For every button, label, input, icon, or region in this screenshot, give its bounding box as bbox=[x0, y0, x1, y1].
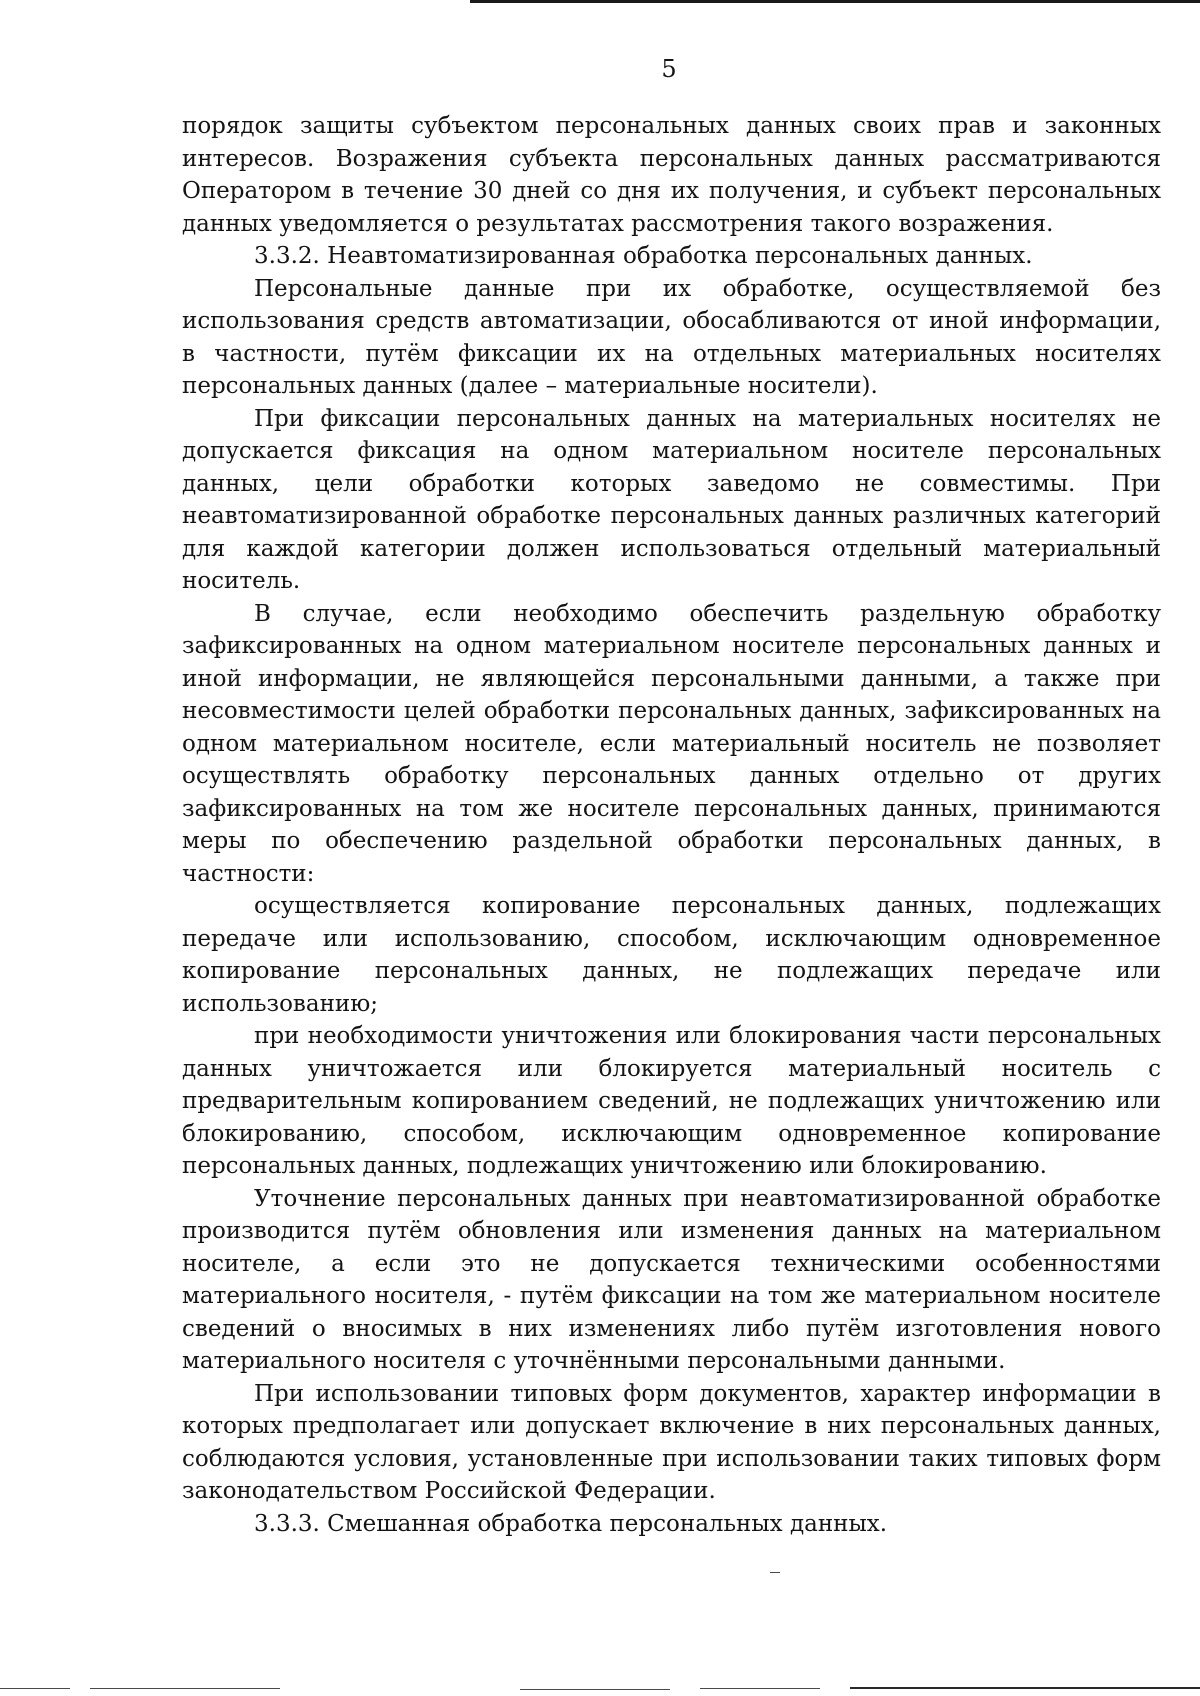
paragraph: При использовании типовых форм документов, характер информации в которых предполагает или допускает включение в них персональных данных, соблюдаются условия, установленные при использовании таких типовых форм законодательством Российской Федерации. bbox=[182, 1380, 1161, 1504]
page-number: 5 bbox=[661, 55, 677, 83]
paragraph: В случае, если необходимо обеспечить раздельную обработку зафиксированных на одном материальном носителе персональных данных и иной информации, не являющейся персональными данными, а также при несовместимости целей обработки персональных данных, зафиксированных на одном материальном носителе, если материальный носитель не позволяет осуществлять обработку персональных данных отдельно от других зафиксированных на том же носителе персональных данных, принимаются меры по обеспечению раздельной обработки персональных данных, в частности: bbox=[182, 600, 1161, 887]
paragraph: При фиксации персональных данных на материальных носителях не допускается фиксация на одном материальном носителе персональных данных, цели обработки которых заведомо не совместимы. При неавтоматизированной обработке персональных данных различных категорий для каждой категории должен использоваться отдельный материальный носитель. bbox=[182, 405, 1161, 594]
document-body bbox=[182, 110, 1161, 1540]
scan-artifact-line bbox=[700, 1688, 820, 1689]
scan-artifact-dot bbox=[770, 1572, 780, 1573]
scan-artifact-line bbox=[90, 1688, 280, 1689]
paragraph: Персональные данные при их обработке, осуществляемой без использования средств автоматизации, обосабливаются от иной информации, в частности, путём фиксации их на отдельных материальных носителях персональных данных (далее – материальные носители). bbox=[182, 275, 1161, 399]
scan-artifact-line bbox=[850, 1687, 1200, 1689]
section-heading-3-3-2: 3.3.2. Неавтоматизированная обработка персональных данных. bbox=[254, 243, 1033, 269]
scan-artifact-line bbox=[0, 1688, 70, 1689]
list-item-paragraph: при необходимости уничтожения или блокирования части персональных данных уничтожается или блокируется материальный носитель с предварительным копированием сведений, не подлежащих уничтожению или блокированию, способом, исключающим одновременное копирование персональных данных, подлежащих уничтожению или блокированию. bbox=[182, 1023, 1161, 1179]
paragraph: Уточнение персональных данных при неавтоматизированной обработке производится путём обновления или изменения данных на материальном носителе, а если это не допускается техническими особенностями материального носителя, - путём фиксации на том же материальном носителе сведений о вносимых в них изменениях либо путём изготовления нового материального носителя с уточнёнными персональными данными. bbox=[182, 1185, 1161, 1374]
scan-artifact-line bbox=[520, 1689, 670, 1690]
section-heading-3-3-3: 3.3.3. Смешанная обработка персональных данных. bbox=[254, 1510, 888, 1537]
paragraph-continuation: порядок защиты субъектом персональных данных своих прав и законных интересов. Возражения субъекта персональных данных рассматриваются Оператором в течение 30 дней со дня их получения, и субъект персональных данных уведомляется о результатах рассмотрения такого возражения. bbox=[182, 113, 1161, 237]
scan-top-edge bbox=[470, 0, 1200, 3]
list-item-paragraph: осуществляется копирование персональных данных, подлежащих передаче или использованию, способом, исключающим одновременное копирование персональных данных, не подлежащих передаче или использованию; bbox=[182, 893, 1161, 1017]
